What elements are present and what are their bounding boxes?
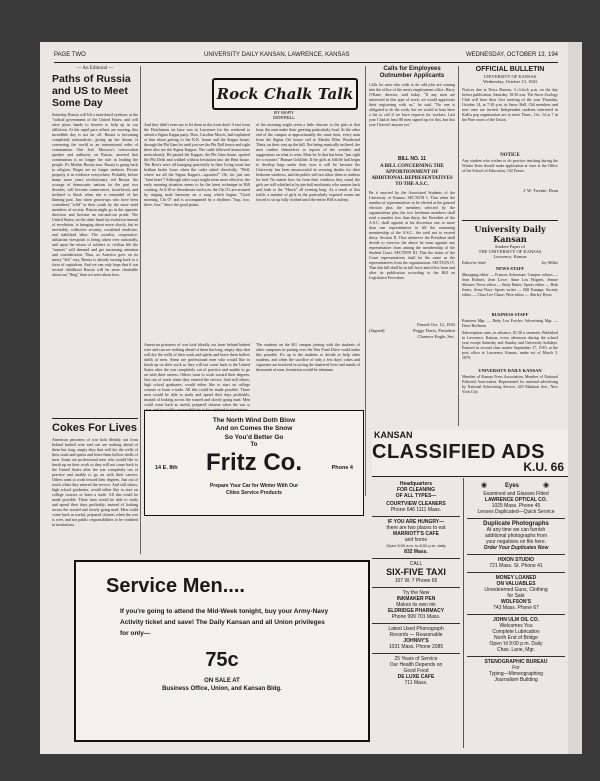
bill-passed: Passed Oct. 12, 1943 [417, 322, 455, 327]
editorial-body: Someday Russia will lift a man-dated eyebrow at the "radical government of the United States, and will raise pious hands to heaven to help up in our affliction. At the rapid pace affairs are moving, this incredible day is not far off. Russia is becoming completely nationalistic, giving up her dream of converting the world to an international order of communism. One Joel, Moscow's convocation speaker and authority on Russia, asserted that communism is no longer the rule in leading the people. It's Mother Russia now. Russia is going back to religion. Wages are no longer uniform. Private property is in evidence everywhere. Probably before many more years revolutionary red Russia, the scourge of democratic nations for the past two decades, will become conservative, strait-laced, and inclined to blush when she is reminded of her flaming past. Just when grown-ups who have been considered "wild" in their youth by the more staid members of society. Russia might go in the opposite direction and become an out-and-out prude. The United States, on the other hand, by evolution instead of revolution, is bringing about more slowly, but as inevitably, collective security, socialized medicine, and stabilized labor. The socialist, cooperative, utilitarian viewpoint is being taken over nationally, and upon the return of soldiers to civilian life the "masses" will demand and get increasing attention and consideration. Thus, as America goes on its merry "left" way, Russia is already turning back to a form of capitalism. And we can only hope that if our second childhood Russia will be more charitable about our "fling" than we were about hers. [52, 112, 138, 277]
ad-line: and home [404, 537, 428, 543]
classified-ad [467, 615, 565, 657]
official-bulletin [462, 66, 558, 193]
udk-sub2: THE UNIVERSITY OF KANSAS [478, 249, 542, 254]
classified-ad [372, 480, 460, 517]
section-rule [52, 418, 138, 419]
ad-line: LAWRENCE OPTICAL CO. [484, 497, 548, 503]
classified-ad [372, 624, 460, 654]
ad-line: 721 Mass. St. Phone 41 [489, 563, 543, 569]
fritz-co-ad [144, 410, 364, 516]
ad-line: Good Food [403, 668, 429, 674]
ad-line: Open 'til 9:00 p.m. Daily [489, 641, 543, 647]
udk-staffbox [462, 224, 558, 400]
service-men-ad [74, 560, 370, 742]
ad-line: Phone 646 1111 Mass. [390, 507, 442, 513]
signed-label: (Signed) [369, 328, 385, 333]
ad-line: Our Health Depends on [389, 662, 443, 668]
ad-line: 1025 Mass. Phone 45 [491, 503, 541, 509]
bill-title: A BILL CONCERNING THE APPORTIONMENT OF ADDITIONAL REPRESENTATIVES TO THE A.S.C. [371, 164, 453, 187]
udk-sub1: Student Paper of [495, 244, 525, 249]
ad-line: IF YOU ARE HUNGRY— [387, 519, 445, 525]
subscription-info: Subscription rates, in advance, $1.50 a semester. Published in Lawrence, Kansas, every afternoon during the school year except Saturday and Sunday and University holidays. Entered as second class matter September 17, 1910, at the post office at Lawrence, Kansas, under act of March 3, 1879. [462, 330, 558, 360]
byline-name: MORRELL [273, 115, 295, 120]
ad-line: WOLFSON'S [500, 599, 532, 605]
udk-sub3: Lawrence, Kansas [493, 254, 527, 259]
page-number: PAGE TWO [54, 52, 86, 58]
ad-line: COURTVIEW CLEANERS [386, 501, 446, 507]
calls-subtitle: Outnumber Applicants [379, 73, 445, 79]
bulletin-subtitle: UNIVERSITY OF KANSAS [483, 74, 537, 79]
ad-line4: To [250, 442, 258, 448]
ad-line: ELDRIDGE PHARMACY [387, 608, 445, 614]
classified-phone: K.U. 66 [523, 460, 564, 474]
editorial-article [52, 66, 138, 432]
ad-line: Order Your Duplicates Now [483, 545, 549, 551]
column-rule [365, 66, 366, 496]
ad-line: INKMAKER PEN [396, 596, 436, 602]
ad-line: Chas. Lane, Mgr. [496, 647, 536, 653]
bill-article [369, 156, 455, 340]
column-title-box [212, 78, 358, 110]
cokes-continued: American prisoners of war look bleakly out from behind barbed wire and can see nothing ahead of them but long, empty days that will dry the wells of their souls and spirits and leave them hollow shells of men. Some are professional men who would like to brush up on their work so they will not come back to the United States after the war completely out of practice and unable to go on with their careers. Others want to work toward their degrees. Just out of reach when they entered the service. And still others, high school graduates, would either like to start on college courses or learn a trade. All this could be made possible. These men would be able to study and spend their days profitably, instead of looking across the wasted and slowly going mad. Men could come back as useful, prepared citizens when the war is [144, 342, 250, 407]
ad-line: Headquarters [399, 481, 433, 487]
news-staff-heading: NEWS STAFF [495, 266, 525, 271]
ad-line: STENOGRAPHIC BUREAU [484, 659, 548, 665]
ad-line: Phone 999 701 Mass. [391, 614, 441, 620]
ad-line: OF ALL TYPES— [395, 493, 437, 499]
fritz-address: 14 E. 8th [155, 465, 178, 471]
service-men-onsale: ON SALE AT [204, 678, 240, 684]
classified-ad [372, 654, 460, 686]
ad-line: Open 5:00 a.m. to 8:00 p.m. daily [386, 543, 446, 548]
ad-tagline1: Prepare Your Car for Winter With Our [209, 483, 299, 489]
classified-rule [372, 476, 568, 477]
ad-line: Try the New [402, 590, 430, 596]
column-rule [140, 66, 141, 554]
news-staff-list: Managing editor — Frances Ackerman; Campus editors — Jean Holmes, Jean Lowe; Anne Lou Hogsett, Jeanne Shearer; News editor — Betty Baker; Sports editor — Beth Jones; Army-Navy Sports writer — Bill Kanaga; Society editor — Clara Lee Chase; Wire editor — Shirley Byers [462, 272, 558, 297]
service-men-price: 75c [205, 649, 239, 671]
calls-title: Calls for Employees [383, 66, 441, 72]
section-rule [462, 220, 558, 221]
ad-line: Examined and Glasses Fitted [483, 491, 549, 497]
ad-line: additional photographs from [485, 533, 547, 539]
ad-line: Makes its own ink [396, 602, 436, 608]
classified-ad [372, 559, 460, 588]
eye-icon: ◉ [481, 482, 488, 489]
classified-ad [467, 657, 565, 683]
service-men-body: If you're going to attend the Mid-Week tonight, buy your Army-Navy Activity ticket and save! The Daily Kansan and all Union privileges for only— [120, 608, 329, 637]
ad-line: ON VALUABLES [496, 581, 536, 587]
fritz-name: Fritz Co. [206, 449, 302, 476]
udk-title: University Daily Kansan [474, 224, 546, 244]
masthead-rule [54, 62, 558, 63]
ad-line: For [512, 665, 520, 671]
rock-chalk-col3: The students on the KU campus joining with the students of other campuses in putting over the War Fund Drive could make this possible. It's up to the students to decide to help other students, and when the sacrifice of only a few days' cokes and cigarettes are involved in saving the shattered lives and minds of thousands of men, hesitation would be inhuman. [256, 342, 360, 372]
ad-line3: So You'd Better Go [224, 434, 284, 441]
representation-heading: UNIVERSITY DAILY KANSAN [478, 368, 542, 373]
ad-line: 25 Years of Service [394, 656, 438, 662]
bulletin-date: Wednesday, October 13, 1943 [483, 79, 537, 84]
byline-prefix: BY MARY [273, 110, 295, 115]
bulletin-body: Notices due at News Bureau, 3 o'clock p.m. on the day before publication. Saturday, 10:30 a.m. The Snow Zoology Club will have their first meeting of the year Thursday, October 14, at 7:30 p.m. in Snow Hall. Old members and new ones are invited. Independent students interested in KuKu pep organization are to meet Thurs., Oct. 14 at 7 in the Pine room of the Union. [462, 87, 558, 122]
rock-chalk-col2: of the morning might seem a little obscure to the girls at that hour, the men make their greeting particularly loud. At the other end of the campus at approximately the same time, every man from the Sigma Chi house call to Martha Ellen Woodward Theta, on their way up the hill. Not being musically inclined, the men confine themselves to reports of the weather and suggestions on what to wear. Must be Jo that has been "just right for a sweater." Human Goldfish: If the girls at Jolliffe hall begin to develop bags under their eyes it will be because the University has been unsuccessful in securing shades for their bedroom windows, and the public will not allow them to undress for bed. No matter how far from their windows they stand, the girls are still whistled at by pin-ball machinists who saunter back and forth to the "Hawk" all evening long. As a result of this traffic a number of girls in the particularly exposed rooms are forced to sit up fully clothed until the entire Hill is asleep. [256, 122, 360, 202]
ad-line: your negatives on file here. [485, 539, 547, 545]
ad-line: Complete Lubrication [492, 629, 540, 635]
ad-line: Typing—Mimeographing [488, 671, 544, 677]
classified-top: KANSAN [374, 430, 413, 440]
cokes-body: American prisoners of war look bleakly out from behind barbed wire and can see nothing ahead of them but long, empty days that will dry the wells of their souls and spirits and leave them hollow shells of men. Some are professional men who would like to brush up on their work so they will not come back to the United States after the war completely out of practice and unable to go on with their careers. Others want to work toward their degrees. Just out of reach when they entered the service. And still others, high school graduates, would either like to start on college courses or learn a trade. All this could be made possible. These men would be able to study and spend their days profitably, instead of looking across the wasted and slowly going mad. Men could come back as useful, prepared citizens when the war is over, and not public responsibilities to be confined in institutions. [52, 437, 138, 527]
eyes-row [467, 481, 565, 491]
calls-article [369, 66, 455, 144]
representation-body: Member of Kansas Press Association. Member of National Editorial Association. Represented for national advertising by National Advertising Service, 420 Madison Ave., New York City. [462, 374, 558, 394]
ad-line: MONEY LOANED [495, 575, 537, 581]
signer-secretary: Clarence Engle, Sec. [417, 334, 455, 339]
classified-ad [467, 480, 565, 519]
ad-line: Eyes [505, 483, 520, 489]
notice-sign: J. W. Twente, Dean [523, 188, 558, 193]
editorial-headline: Paths of Russia and US to Meet Some Day [52, 73, 131, 109]
ad-line: At any time we can furnish [486, 527, 546, 533]
classified-left-column [372, 480, 460, 686]
fritz-name-row [145, 449, 363, 479]
ad-line: 832 Mass. [404, 549, 428, 555]
ad-line: Journalism Building [494, 677, 538, 683]
ad-line: Duplicate Photographs [483, 521, 549, 527]
classified-right-column [467, 480, 565, 683]
signer-president: Peggy Davis, President [413, 328, 455, 333]
masthead [54, 52, 558, 62]
ad-line: 743 Mass. Phone 67 [493, 605, 539, 611]
udk-editor-line [462, 260, 558, 266]
issue-date: WEDNESDAY, OCTOBER 13, 194 [465, 52, 558, 58]
notice-heading: NOTICE [500, 153, 520, 158]
ad-line: 1031 Mass. Phone 2085 [388, 644, 444, 650]
bill-signature [369, 328, 455, 334]
column-title: Rock Chalk Talk [216, 85, 354, 103]
byline [264, 110, 304, 120]
column-rule [458, 66, 459, 426]
ad-line: 107 W. 7 Phone 65 [394, 578, 438, 584]
eye-icon: ◉ [543, 482, 550, 489]
ad-line: HIXON STUDIO [497, 557, 535, 563]
classified-ad [467, 573, 565, 615]
paper-title-line: UNIVERSITY DAILY KANSAN, LAWRENCE, KANSAS [204, 52, 350, 58]
editorial-kicker: — An Editorial — [76, 66, 114, 71]
ad-line: there are two places to eat [386, 525, 446, 531]
business-staff-heading: BUSINESS STAFF [491, 312, 529, 317]
calls-body: Calls for men who wish to do odd jobs are coming into the office of the men's employment office, Harry O'Kane, director, said today. "If any men are interested in this type of work, we would appreciate their registering with us," he said. "No one is obligated to do the work, but we would at least have a list to call if we have requests for workers. Last year I had at least 80 men signed up for this, but this year I haven't anyone yet." [369, 82, 455, 127]
rock-chalk-col1: And they didn't even use to let them in the front door! A taxi from the Hutchinson air base was in Lawrence for the weekend to attend a Sigma Kappa party. Dots, Caroline Morris, had explained at him about getting to the K.K. house and the Kappa house, through the Phi Gam lot until you see the Phi Dell house and right there also are the Sigma Kappas. The cadet followed instructions meticulously. He passed the Kappas, the Phi Gam house, spotted the Phi Delts and walked without hesitation into the Beta house. The Beta's were all lounging peacefully in their living room but bedlam broke loose when the cadet asked cheerfully, "Well, where are all the Sigma Kappa's—upstairs?" Oh, for just one "faint heart"! Although other ways might seem more effective, the early morning situation seems to be the latest technique in Hill courting. At 6:30 or thereabouts each a.m. the Chi O's are aroused by ringing male harmony on a song which begins "Good morning, Chi O" and is accompanied by a rhythmic "hup, two, three, four." Since the good points [144, 122, 250, 207]
bill-body: Be it enacted by the Associated Students of the University of Kansas: SECTION I. That when the number of representatives to be elected at the general election plus the members selected by the organizations plus the two freshmen members shall total a number less than thirty, the President of the A.S.C. shall appoint at his discretion one or more than one representative to fill the remaining membership of the A.S.C., the total not to exceed thirty. Section II. That whenever the President shall decide to exercise the above he must appoint any representative from among the membership of the Student Court. SECTION III. That the status of the Court representatives shall be the same as the representatives from the organizations. SECTION IV. That this bill shall be in full force and effect from and after its publication according to the Bill on Legislative Procedure. [369, 190, 456, 280]
classified-column-rule [463, 478, 464, 748]
classified-header [372, 430, 568, 476]
ad-line1: The North Wind Doth Blow [212, 417, 296, 424]
ad-line: Latest Used Phonograph [388, 626, 444, 632]
ad-line: CALL [409, 561, 423, 567]
cokes-headline: Cokes For Lives [52, 422, 137, 434]
ad-line: Unredeemed Guns, Clothing [484, 587, 548, 593]
classified-ad [372, 588, 460, 624]
bill-number: BILL NO. 11 [398, 156, 426, 162]
ad-line: SIX-FIVE TAXI [386, 567, 446, 577]
ad-line: Welcomes You [499, 623, 533, 629]
cokes-article [52, 422, 138, 547]
ad-line: JOHN ULM OIL CO. [492, 617, 540, 623]
ad-line: FOR CLEANING [396, 487, 436, 493]
ad-line2: And on Comes the Snow [215, 425, 293, 432]
ad-line: DE LUXE CAFE [397, 674, 435, 680]
ad-line: JOHNNY'S [403, 638, 429, 644]
service-men-headline: Service Men.... [106, 575, 245, 597]
editor-name: Joy Miller [541, 260, 558, 265]
bulletin-title: OFFICIAL BULLETIN [475, 66, 545, 73]
ad-line: North End of Bridge [494, 635, 538, 641]
editor-label: Editor-in-chief [462, 260, 486, 265]
classified-big: CLASSIFIED ADS [372, 441, 545, 463]
ad-tagline2: Cities Service Products [226, 490, 282, 496]
business-staff-list: Business Mgr. — Betty Lou Fowler; Advertising Mgr. — Dave Hoffman [462, 318, 558, 328]
adjacent-page-edge [568, 42, 582, 754]
ad-line: 711 Mass. [404, 680, 428, 686]
fritz-phone: Phone 4 [331, 465, 353, 471]
ad-line: Lenses Duplicated—Quick Service [477, 509, 555, 515]
classified-ad [372, 517, 460, 559]
ad-line: MARRIOTT'S CAFE [393, 531, 439, 537]
newspaper-page [40, 42, 568, 754]
ad-line: Records — Reasonable [389, 632, 443, 638]
classified-ad [467, 555, 565, 573]
service-men-locations: Business Office, Union, and Kansan Bldg. [162, 686, 282, 692]
ad-line: for Sale [507, 593, 525, 599]
classified-ad [467, 519, 565, 555]
notice-body: Any student who wishes to do practice teaching during the Winter Term should make application at once at the Office of the School of Education, 102 Fraser. [462, 158, 558, 173]
